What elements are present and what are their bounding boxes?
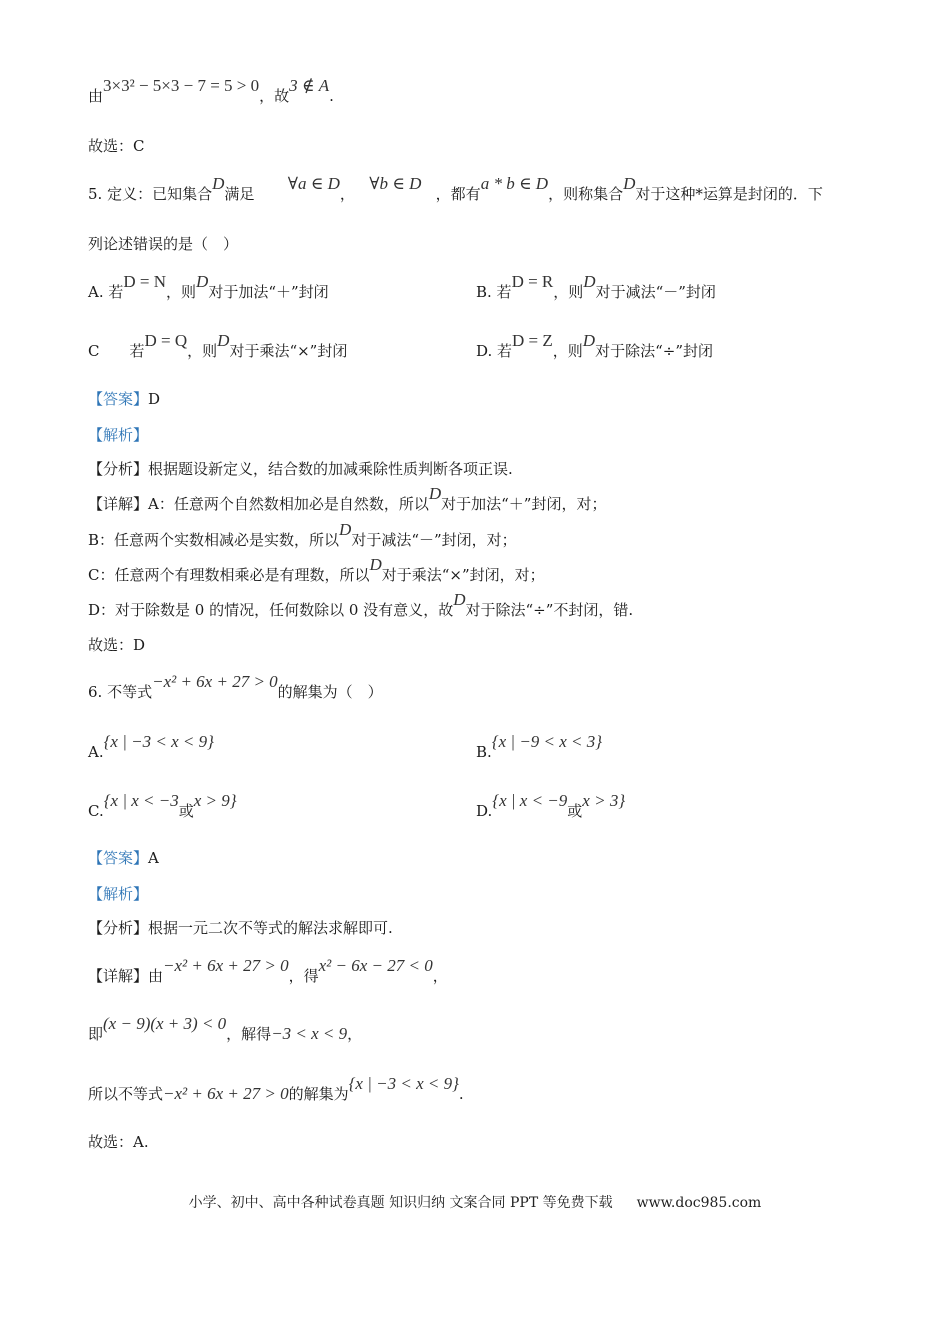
math-expression: {x | x < −3 (103, 791, 179, 810)
math-expression: {x | −9 < x < 3} (491, 732, 603, 751)
q5-detail-1 (88, 484, 607, 514)
q6-option-a (88, 732, 214, 762)
math-expression: x² − 6x − 27 < 0 (318, 956, 433, 975)
footer-text: 小学、初中、高中各种试卷真题 知识归纳 文案合同 PPT 等免费下载 (188, 1195, 613, 1211)
text: D. 若 (476, 342, 513, 360)
q5-detail-3 (88, 555, 545, 585)
q6-stem (88, 672, 383, 702)
text: 或 (567, 802, 583, 820)
math-expression: 3 ∉ A (289, 76, 330, 95)
math-expression: −x² + 6x + 27 > 0 (163, 1084, 289, 1103)
text-line-1 (88, 76, 334, 106)
text: B. (476, 743, 492, 761)
text: D. (476, 802, 493, 820)
q6-detail-2 (88, 1014, 363, 1044)
text: 对于加法“＋”封闭 (208, 283, 329, 301)
text: 对于乘法“×”封闭，对； (381, 566, 545, 584)
text: 根据题设新定义，结合数的加减乘除性质判断各项正误. (148, 460, 513, 478)
text: ，故 (259, 87, 290, 105)
text: 或 (178, 802, 194, 820)
text: ，则 (187, 342, 218, 360)
text: 的解集为 (288, 1085, 349, 1103)
math-symbol: D (582, 331, 596, 350)
answer-tag: 【答案】 (88, 849, 149, 867)
text: A：任意两个自然数相加必是自然数，所以 (148, 495, 429, 513)
text: A. 若 (88, 283, 124, 301)
math-symbol: D (212, 174, 225, 193)
text: ， (347, 1025, 363, 1043)
footer-site-link[interactable]: www.doc985.com (636, 1195, 762, 1211)
q5-fenxi (88, 459, 513, 479)
text: 满足 (224, 185, 255, 203)
q6-detail-3 (88, 1074, 464, 1104)
math-expression: −3 < x < 9 (271, 1024, 348, 1043)
math-expression: ∀a ∈ D (287, 174, 340, 193)
text: 对于加法“＋”封闭，对； (441, 495, 607, 513)
q5-option-b (476, 272, 716, 302)
xiangjie-tag: 【详解】 (88, 967, 149, 985)
q5-option-c (88, 331, 348, 361)
math-expression: ∀b ∈ D (369, 174, 422, 193)
q6-final: 故选：A. (88, 1133, 149, 1151)
text: ，则 (552, 342, 583, 360)
q6-option-c (88, 791, 237, 821)
q5-final: 故选：D (88, 636, 146, 654)
math-symbol: D (369, 555, 382, 574)
math-expression: a * b ∈ D (480, 174, 549, 193)
math-symbol: D (623, 174, 636, 193)
text: 对于除法“÷”不封闭，错. (465, 601, 634, 619)
text: 6. 不等式 (88, 683, 153, 701)
math-expression: −x² + 6x + 27 > 0 (152, 672, 278, 691)
text: D：对于除数是 0 的情况，任何数除以 0 没有意义，故 (88, 601, 454, 619)
math-expression: −x² + 6x + 27 > 0 (163, 956, 289, 975)
text: 所以不等式 (88, 1085, 164, 1103)
text: ， (339, 185, 355, 203)
math-expression: D = R (511, 272, 554, 291)
text: C. (88, 802, 104, 820)
math-symbol: D (196, 272, 209, 291)
math-expression: x > 3} (582, 791, 626, 810)
text: ，则称集合 (548, 185, 624, 203)
math-expression: D = Z (512, 331, 553, 350)
text: ，得 (288, 967, 319, 985)
text: ，解得 (226, 1025, 272, 1043)
fenxi-tag: 【分析】 (88, 919, 149, 937)
page-footer (0, 1192, 950, 1212)
answer-value: D (148, 390, 161, 408)
q5-analysis-tag: 【解析】 (88, 426, 149, 444)
text: ，都有 (435, 185, 481, 203)
math-symbol: D (428, 484, 442, 503)
fenxi-tag: 【分析】 (88, 460, 149, 478)
text: C：任意两个有理数相乘必是有理数，所以 (88, 566, 370, 584)
text: 的解集为（ ） (277, 683, 383, 701)
xiangjie-tag: 【详解】 (88, 495, 149, 513)
text: ，则 (166, 283, 197, 301)
math-symbol: D (583, 272, 596, 291)
q5-option-d (476, 331, 713, 361)
q6-fenxi (88, 918, 393, 938)
math-expression: (x − 9)(x + 3) < 0 (103, 1014, 227, 1033)
text: A. (88, 743, 104, 761)
q5-stem-2: 列论述错误的是（ ） (88, 235, 239, 253)
q5-detail-2 (88, 520, 517, 550)
text: B：任意两个实数相减必是实数，所以 (88, 531, 340, 549)
q5-option-a (88, 272, 329, 302)
answer-tag: 【答案】 (88, 390, 149, 408)
q5-detail-4 (88, 590, 634, 620)
math-expression: {x | x < −9 (492, 791, 568, 810)
math-expression: {x | −3 < x < 9} (348, 1074, 459, 1093)
text: 对于减法“－”封闭 (595, 283, 716, 301)
answer-value: A (148, 849, 159, 867)
math-symbol: D (217, 331, 230, 350)
text: 根据一元二次不等式的解法求解即可. (148, 919, 393, 937)
math-expression: 3×3² − 5×3 − 7 = 5 > 0 (103, 76, 260, 95)
math-expression: x > 9} (193, 791, 237, 810)
text: 对于乘法“×”封闭 (229, 342, 348, 360)
text: 对于除法“÷”封闭 (595, 342, 713, 360)
text: . (329, 87, 334, 105)
q5-answer (88, 389, 160, 409)
q6-analysis-tag: 【解析】 (88, 885, 149, 903)
text: B. 若 (476, 283, 512, 301)
text: 由 (148, 967, 164, 985)
text-line-2: 故选：C (88, 137, 145, 155)
text: 由 (88, 87, 104, 105)
q6-detail-1 (88, 956, 448, 986)
math-symbol: D (453, 590, 466, 609)
text: ， (432, 967, 448, 985)
q6-option-b (476, 732, 603, 762)
math-expression: {x | −3 < x < 9} (103, 732, 214, 751)
text: 即 (88, 1025, 104, 1043)
q6-answer (88, 848, 159, 868)
text: 对于这种*运算是封闭的．下 (635, 185, 823, 203)
q5-stem (88, 174, 823, 204)
text: 对于减法“－”封闭，对； (351, 531, 517, 549)
text: . (458, 1085, 464, 1103)
text: C 若 (88, 342, 145, 360)
math-symbol: D (339, 520, 352, 539)
q6-option-d (476, 791, 626, 821)
text: ，则 (553, 283, 584, 301)
math-expression: D = Q (144, 331, 188, 350)
math-expression: D = N (123, 272, 167, 291)
text: 5. 定义：已知集合 (88, 185, 213, 203)
